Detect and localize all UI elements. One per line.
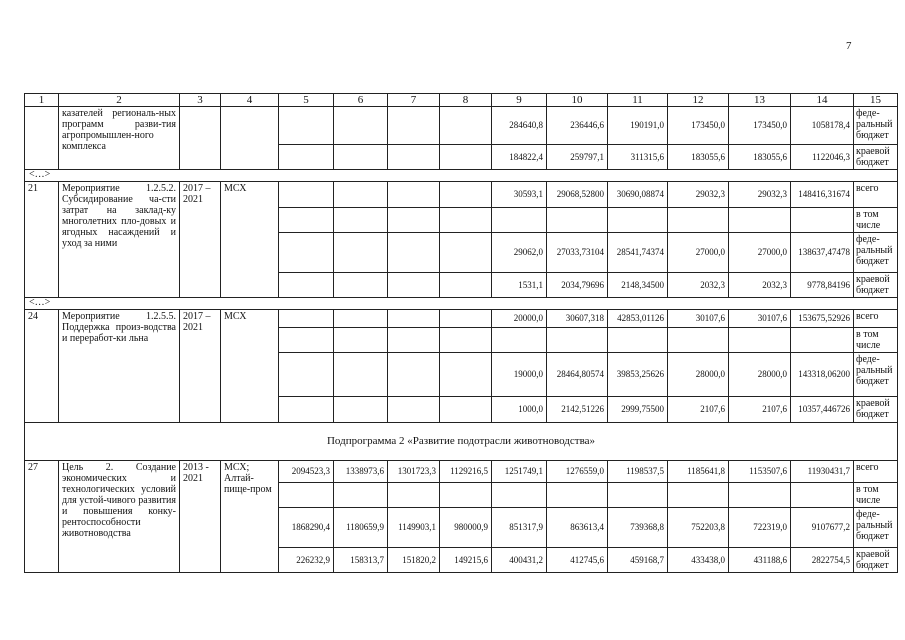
value-cell [440, 310, 492, 328]
value-cell [279, 483, 334, 508]
value-cell: 190191,0 [608, 107, 668, 145]
column-header: 11 [608, 94, 668, 107]
value-cell: 459168,7 [608, 548, 668, 573]
value-cell: 28464,80574 [547, 353, 608, 397]
measure-name: Мероприятие 1.2.5.2. Субсидирование ча-сти затрат на заклад-ку многолетних пло-довых и ягодных насаждений и уход за ними [59, 182, 180, 298]
column-header: 4 [221, 94, 279, 107]
value-cell: 1185641,8 [668, 461, 729, 483]
value-cell: 1301723,3 [388, 461, 440, 483]
value-cell [279, 310, 334, 328]
value-cell [547, 208, 608, 233]
value-cell: 400431,2 [492, 548, 547, 573]
value-cell [668, 483, 729, 508]
value-cell: 431188,6 [729, 548, 791, 573]
ellipsis: <…> [25, 298, 898, 310]
value-cell [729, 208, 791, 233]
value-cell: 226232,9 [279, 548, 334, 573]
value-cell [388, 328, 440, 353]
executor: МСХ; Алтай-пище-пром [221, 461, 279, 573]
value-cell [388, 208, 440, 233]
value-cell: 1338973,6 [334, 461, 388, 483]
ellipsis: <…> [25, 170, 898, 182]
value-cell: 1276559,0 [547, 461, 608, 483]
value-cell: 851317,9 [492, 508, 547, 548]
value-cell [334, 182, 388, 208]
value-cell: 28000,0 [729, 353, 791, 397]
value-cell: 2142,51226 [547, 397, 608, 423]
value-cell [334, 310, 388, 328]
value-cell [608, 483, 668, 508]
value-cell [440, 107, 492, 145]
value-cell [279, 397, 334, 423]
subprogram-row [25, 423, 898, 461]
value-cell: 27000,0 [668, 233, 729, 273]
value-cell: 30593,1 [492, 182, 547, 208]
value-cell [440, 353, 492, 397]
budget-label: всего [854, 182, 898, 208]
value-cell: 1531,1 [492, 273, 547, 298]
value-cell [492, 328, 547, 353]
value-cell [791, 208, 854, 233]
header-row [25, 94, 898, 107]
value-cell: 9107677,2 [791, 508, 854, 548]
budget-label: феде-ральный бюджет [854, 233, 898, 273]
value-cell: 433438,0 [668, 548, 729, 573]
budget-label: краевой бюджет [854, 145, 898, 170]
executor: МСХ [221, 310, 279, 423]
value-cell [388, 233, 440, 273]
value-cell: 1180659,9 [334, 508, 388, 548]
value-cell: 28000,0 [668, 353, 729, 397]
column-header: 3 [180, 94, 221, 107]
value-cell: 39853,25626 [608, 353, 668, 397]
value-cell: 1000,0 [492, 397, 547, 423]
period: 2013 - 2021 [180, 461, 221, 573]
value-cell [279, 208, 334, 233]
value-cell [334, 107, 388, 145]
budget-label: всего [854, 461, 898, 483]
budget-label: краевой бюджет [854, 273, 898, 298]
value-cell: 1153507,6 [729, 461, 791, 483]
value-cell: 183055,6 [729, 145, 791, 170]
value-cell [388, 483, 440, 508]
column-header: 15 [854, 94, 898, 107]
value-cell: 28541,74374 [608, 233, 668, 273]
value-cell [279, 328, 334, 353]
value-cell: 9778,84196 [791, 273, 854, 298]
value-cell: 29032,3 [729, 182, 791, 208]
column-header: 14 [791, 94, 854, 107]
value-cell: 19000,0 [492, 353, 547, 397]
budget-label: краевой бюджет [854, 397, 898, 423]
value-cell: 30690,08874 [608, 182, 668, 208]
subprogram-title: Подпрограмма 2 «Развитие подотрасли животноводства» [25, 423, 898, 461]
budget-label: в том числе [854, 483, 898, 508]
executor: МСХ [221, 182, 279, 298]
column-header: 5 [279, 94, 334, 107]
value-cell: 148416,31674 [791, 182, 854, 208]
value-cell: 138637,47478 [791, 233, 854, 273]
value-cell [492, 208, 547, 233]
value-cell [608, 328, 668, 353]
value-cell [791, 328, 854, 353]
ellipsis-row [25, 170, 898, 182]
budget-label: феде-ральный бюджет [854, 107, 898, 145]
value-cell: 752203,8 [668, 508, 729, 548]
value-cell [279, 233, 334, 273]
value-cell: 149215,6 [440, 548, 492, 573]
value-cell [334, 397, 388, 423]
value-cell [334, 353, 388, 397]
measure-name: Мероприятие 1.2.5.5. Поддержка произ-водства и переработ-ки льна [59, 310, 180, 423]
value-cell [547, 483, 608, 508]
value-cell: 151820,2 [388, 548, 440, 573]
value-cell [729, 483, 791, 508]
value-cell: 412745,6 [547, 548, 608, 573]
value-cell: 2148,34500 [608, 273, 668, 298]
value-cell: 722319,0 [729, 508, 791, 548]
value-cell: 980000,9 [440, 508, 492, 548]
value-cell [440, 328, 492, 353]
value-cell [388, 107, 440, 145]
value-cell [440, 233, 492, 273]
value-cell [729, 328, 791, 353]
value-cell [440, 208, 492, 233]
value-cell: 1198537,5 [608, 461, 668, 483]
value-cell: 29032,3 [668, 182, 729, 208]
ellipsis-row [25, 298, 898, 310]
budget-label: феде-ральный бюджет [854, 353, 898, 397]
value-cell: 27033,73104 [547, 233, 608, 273]
period [180, 107, 221, 170]
value-cell: 1149903,1 [388, 508, 440, 548]
value-cell: 10357,446726 [791, 397, 854, 423]
value-cell: 29068,52800 [547, 182, 608, 208]
value-cell: 173450,0 [668, 107, 729, 145]
column-header: 1 [25, 94, 59, 107]
value-cell: 27000,0 [729, 233, 791, 273]
value-cell [388, 273, 440, 298]
value-cell [334, 273, 388, 298]
value-cell: 2034,79696 [547, 273, 608, 298]
value-cell: 29062,0 [492, 233, 547, 273]
value-cell: 2032,3 [668, 273, 729, 298]
budget-label: феде-ральный бюджет [854, 508, 898, 548]
value-cell: 863613,4 [547, 508, 608, 548]
table-row [25, 182, 898, 208]
measure-name: Цель 2. Создание экономических и технологических условий для устой-чивого развития и повышения конку-рентоспособности животноводства [59, 461, 180, 573]
row-number: 24 [25, 310, 59, 423]
column-header: 9 [492, 94, 547, 107]
budget-label: в том числе [854, 208, 898, 233]
table-row [25, 107, 898, 145]
value-cell [440, 483, 492, 508]
value-cell: 2107,6 [668, 397, 729, 423]
budget-table [24, 93, 898, 573]
value-cell [440, 145, 492, 170]
column-header: 7 [388, 94, 440, 107]
value-cell [668, 208, 729, 233]
value-cell [334, 483, 388, 508]
row-number: 21 [25, 182, 59, 298]
value-cell [388, 310, 440, 328]
value-cell: 30607,318 [547, 310, 608, 328]
value-cell: 739368,8 [608, 508, 668, 548]
value-cell: 158313,7 [334, 548, 388, 573]
value-cell: 143318,06200 [791, 353, 854, 397]
value-cell: 2999,75500 [608, 397, 668, 423]
value-cell [279, 353, 334, 397]
value-cell [279, 273, 334, 298]
value-cell [388, 182, 440, 208]
value-cell: 1251749,1 [492, 461, 547, 483]
value-cell [334, 328, 388, 353]
value-cell [279, 107, 334, 145]
table-row [25, 310, 898, 328]
period: 2017 – 2021 [180, 310, 221, 423]
page-number: 7 [846, 40, 852, 52]
value-cell [334, 208, 388, 233]
value-cell: 2822754,5 [791, 548, 854, 573]
value-cell [279, 182, 334, 208]
budget-label: краевой бюджет [854, 548, 898, 573]
value-cell [492, 483, 547, 508]
value-cell: 2107,6 [729, 397, 791, 423]
value-cell [608, 208, 668, 233]
value-cell: 284640,8 [492, 107, 547, 145]
column-header: 8 [440, 94, 492, 107]
value-cell: 183055,6 [668, 145, 729, 170]
value-cell: 30107,6 [729, 310, 791, 328]
value-cell [668, 328, 729, 353]
value-cell: 236446,6 [547, 107, 608, 145]
value-cell [547, 328, 608, 353]
period: 2017 – 2021 [180, 182, 221, 298]
value-cell [440, 273, 492, 298]
value-cell: 259797,1 [547, 145, 608, 170]
budget-label: в том числе [854, 328, 898, 353]
column-header: 10 [547, 94, 608, 107]
value-cell: 2094523,3 [279, 461, 334, 483]
value-cell: 42853,01126 [608, 310, 668, 328]
value-cell: 2032,3 [729, 273, 791, 298]
table-row [25, 461, 898, 483]
value-cell [388, 145, 440, 170]
value-cell: 1122046,3 [791, 145, 854, 170]
value-cell [388, 353, 440, 397]
value-cell: 1129216,5 [440, 461, 492, 483]
row-number: 27 [25, 461, 59, 573]
value-cell: 1058178,4 [791, 107, 854, 145]
column-header: 12 [668, 94, 729, 107]
value-cell: 20000,0 [492, 310, 547, 328]
budget-label: всего [854, 310, 898, 328]
value-cell [279, 145, 334, 170]
value-cell [334, 145, 388, 170]
column-header: 2 [59, 94, 180, 107]
value-cell: 184822,4 [492, 145, 547, 170]
value-cell: 30107,6 [668, 310, 729, 328]
column-header: 13 [729, 94, 791, 107]
value-cell: 153675,52926 [791, 310, 854, 328]
value-cell [440, 397, 492, 423]
value-cell [334, 233, 388, 273]
value-cell [440, 182, 492, 208]
row-number [25, 107, 59, 170]
measure-name: казателей региональ-ных программ разви-тия агропромышлен-ного комплекса [59, 107, 180, 170]
value-cell: 1868290,4 [279, 508, 334, 548]
value-cell [791, 483, 854, 508]
executor [221, 107, 279, 170]
column-header: 6 [334, 94, 388, 107]
value-cell: 11930431,7 [791, 461, 854, 483]
value-cell: 311315,6 [608, 145, 668, 170]
value-cell: 173450,0 [729, 107, 791, 145]
value-cell [388, 397, 440, 423]
